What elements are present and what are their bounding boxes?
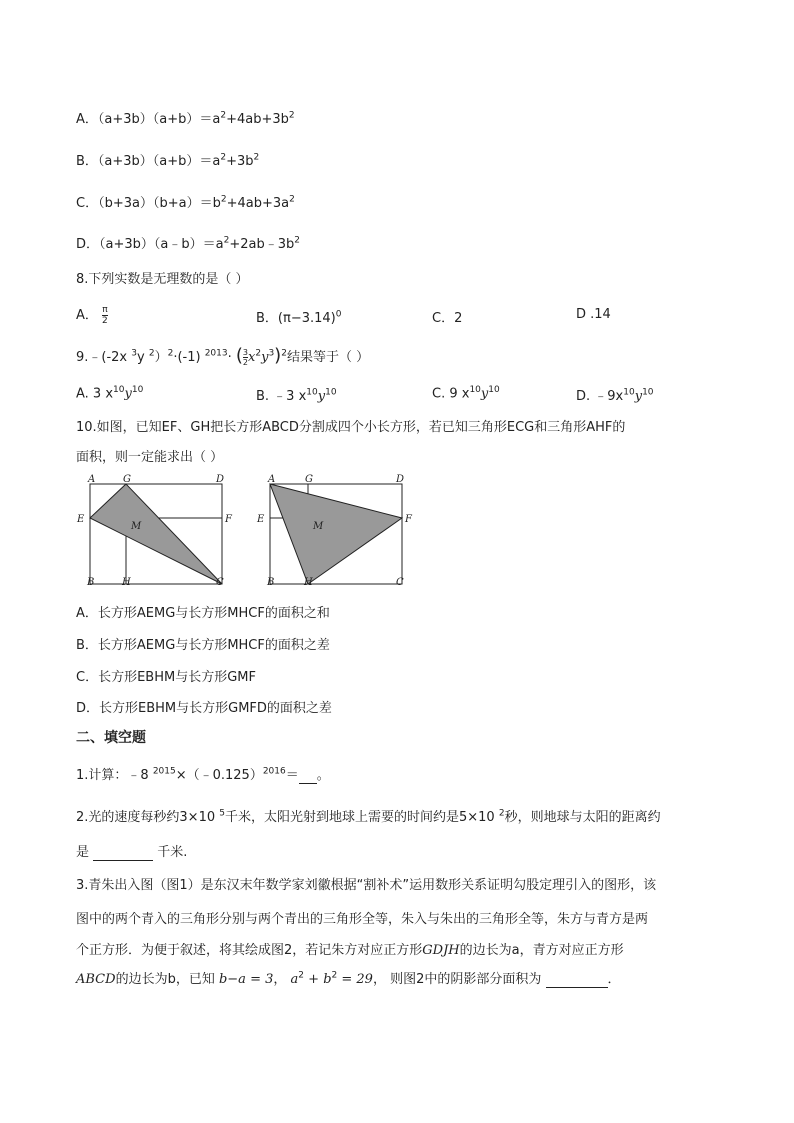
label-d: D xyxy=(216,474,225,485)
q9-option-c: C. 9 $x^{10}y^{10}$ xyxy=(432,385,500,402)
q8-option-d: D .14 xyxy=(576,307,611,322)
label-a: A xyxy=(268,474,276,485)
q9-option-b: B. ﹣3 $x^{10}y^{10}$ xyxy=(256,387,337,404)
label-g: G xyxy=(305,474,313,485)
fraction: $\frac{3}{2}$ xyxy=(242,348,248,367)
label-f: F xyxy=(405,514,412,525)
label-d: D xyxy=(396,474,405,485)
q10-option-c: C．长方形EBHM与长方形GMF xyxy=(76,670,256,685)
fraction: $\frac{\pi}{2}$ xyxy=(102,305,108,326)
label-h: H xyxy=(122,577,131,588)
fill-question-3-line4: ABCD的边长为b，已知 b−a = 3， $a^2 + b^2 = 29$， 则图2中的阴影部分面积为 ． xyxy=(76,970,621,987)
q9-stem: 9.﹣(-2x $^3$y $^2$）$^2$·(-1) $^{2013}$· ( $\frac{3}{2}$ $x^2y^3)^2$结果等于（ ） xyxy=(76,345,370,367)
triangle-ahf xyxy=(270,484,402,584)
q10-option-a: A．长方形AEMG与长方形MHCF的面积之和 xyxy=(76,606,330,621)
label-f: F xyxy=(225,514,232,525)
answer-blank[interactable] xyxy=(299,768,317,784)
q10-figure-2 xyxy=(256,472,416,592)
label-g: G xyxy=(123,474,131,485)
q8-stem: 8.下列实数是无理数的是（ ） xyxy=(76,272,249,287)
fill-question-1: 1.计算：﹣8 $^{2015}$×（﹣0.125）$^{2016}$＝ 。 xyxy=(76,766,330,783)
label-a: A xyxy=(88,474,96,485)
fill-question-2-line2: 是 千米. xyxy=(76,845,188,860)
q7-option-d: D．$(a+3b)(a﹣b)=a^2+2ab﹣3b^2$ xyxy=(76,235,300,252)
label-m: M xyxy=(131,521,142,532)
label-c: C xyxy=(216,577,224,588)
q7-option-a: A．$(a+3b)(a+b)=a^2+4ab+3b^2$ xyxy=(76,110,295,127)
fill-question-3-line2: 图中的两个青入的三角形分别与两个青出的三角形全等，朱入与朱出的三角形全等，朱方与青方是两 xyxy=(76,912,649,927)
q8-option-c: C．2 xyxy=(432,311,463,326)
answer-blank[interactable] xyxy=(546,972,608,988)
q7-option-c: C．$(b+3a)(b+a)=b^2+4ab+3a^2$ xyxy=(76,194,295,211)
q10-stem-line2: 面积，则一定能求出（ ） xyxy=(76,450,224,465)
fill-question-2-line1: 2.光的速度每秒约3×10 $^5$千米，太阳光射到地球上需要的时间约是5×10 $^2$秒，则地球与太阳的距离约 xyxy=(76,808,661,825)
label-c: C xyxy=(396,577,404,588)
q7-option-b: B．$(a+3b)(a+b)=a^2+3b^2$ xyxy=(76,152,260,169)
q8-option-b: B．$(\pi-3.14)^0$ xyxy=(256,309,342,326)
q10-stem-line1: 10.如图，已知EF、GH把长方形ABCD分割成四个小长方形，若已知三角形ECG和三角形AHF的 xyxy=(76,420,626,435)
answer-blank[interactable] xyxy=(93,845,153,861)
triangle-ecg xyxy=(90,484,222,584)
q10-option-b: B．长方形AEMG与长方形MHCF的面积之差 xyxy=(76,638,330,653)
label-e: E xyxy=(257,514,265,525)
label-b: B xyxy=(267,577,275,588)
q8-option-a: A． $\frac{\pi}{2}$ xyxy=(76,305,108,326)
fill-question-3-line1: 3.青朱出入图（图1）是东汉末年数学家刘徽根据“割补术”运用数形关系证明勾股定理引入的图形，该 xyxy=(76,878,657,893)
label-h: H xyxy=(304,577,313,588)
label-m: M xyxy=(313,521,324,532)
q9-option-d: D. $﹣9x^{10}y^{10}$ xyxy=(576,387,654,404)
q10-figure-1 xyxy=(76,472,236,592)
section-heading: 二、填空题 xyxy=(76,730,146,746)
fill-question-3-line3: 个正方形．为便于叙述，将其绘成图2，若记朱方对应正方形GDJH的边长为a，青方对应正方形 xyxy=(76,943,624,958)
label-b: B xyxy=(87,577,95,588)
q10-option-d: D．长方形EBHM与长方形GMFD的面积之差 xyxy=(76,701,332,716)
label-e: E xyxy=(77,514,85,525)
q9-option-a: A. 3 $x^{10}y^{10}$ xyxy=(76,385,144,402)
